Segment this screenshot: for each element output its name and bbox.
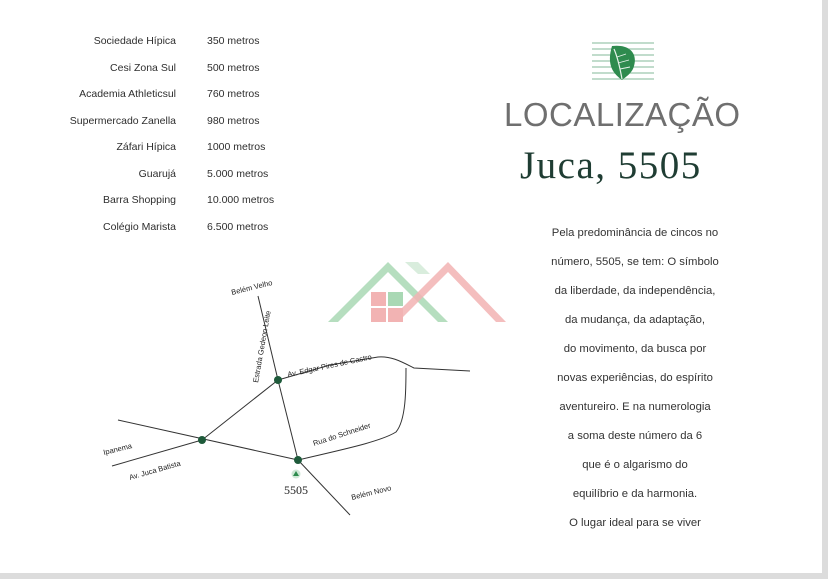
distance-row xyxy=(40,35,300,62)
street-label-belem-velho: Belém Velho xyxy=(230,278,274,297)
street-label-schneider: Rua do Schneider xyxy=(311,420,372,448)
distance-table xyxy=(40,35,300,247)
place-distance: 10.000 metros xyxy=(207,194,275,206)
map-node xyxy=(294,456,302,464)
place-distance: 350 metros xyxy=(207,35,260,47)
street-label-belem-novo: Belém Novo xyxy=(350,483,393,502)
road-juca-batista xyxy=(118,420,298,460)
street-label-edgar-pires: Av. Edgar Pires de Castro xyxy=(286,352,373,379)
place-distance: 760 metros xyxy=(207,88,260,100)
site-label: 5505 xyxy=(284,483,308,497)
description-line: O lugar ideal para se viver xyxy=(569,517,701,529)
description-line: que é o algarismo do xyxy=(582,459,688,471)
place-name: Supermercado Zanella xyxy=(69,114,176,127)
distance-row xyxy=(40,115,300,142)
map-node xyxy=(198,436,206,444)
description-line: da liberdade, da independência, xyxy=(554,285,716,297)
street-label-juca-batista: Av. Juca Batista xyxy=(128,458,182,482)
place-name: Záfari Hípica xyxy=(116,141,176,153)
road-gedeon-leite-south xyxy=(278,380,298,460)
street-label-ipanema: Ipanema xyxy=(102,441,133,457)
description-block xyxy=(520,227,750,546)
place-distance: 6.500 metros xyxy=(207,220,269,233)
place-name: Guarujá xyxy=(138,167,176,180)
description-line: aventureiro. E na numerologia xyxy=(559,401,711,413)
road-diagonal xyxy=(202,380,278,440)
street-label-gedeon-leite: Estrada Gedeon Leite xyxy=(251,309,273,384)
distance-row xyxy=(40,62,300,89)
address-title: Juca, 5505 xyxy=(520,144,702,187)
house-illustration xyxy=(328,262,506,322)
section-title: LOCALIZAÇÃO xyxy=(504,96,741,133)
description-line: do movimento, da busca por xyxy=(563,343,707,355)
place-distance: 5.000 metros xyxy=(207,167,269,180)
place-name: Sociedade Hípica xyxy=(93,35,176,47)
place-name: Academia Athleticsul xyxy=(79,88,176,100)
place-distance: 1000 metros xyxy=(207,141,266,153)
leaf-logo-icon xyxy=(590,40,656,82)
map-node xyxy=(274,376,282,384)
location-map xyxy=(0,250,520,579)
distance-row xyxy=(40,88,300,115)
description-line: equilíbrio e da harmonia. xyxy=(572,488,698,500)
distance-row xyxy=(40,194,300,221)
distance-row xyxy=(40,168,300,195)
description-line: número, 5505, se tem: O símbolo xyxy=(551,256,719,268)
place-name: Barra Shopping xyxy=(103,194,176,206)
description-line: a soma deste número da 6 xyxy=(567,430,703,442)
description-line: Pela predominância de cincos no xyxy=(551,227,719,239)
place-name: Cesi Zona Sul xyxy=(110,61,176,74)
place-name: Colégio Marista xyxy=(103,220,176,233)
description-line: da mudança, da adaptação, xyxy=(564,314,706,326)
place-distance: 980 metros xyxy=(207,114,260,127)
place-distance: 500 metros xyxy=(207,61,260,74)
distance-row xyxy=(40,141,300,168)
description-line: novas experiências, do espírito xyxy=(557,372,713,384)
distance-row xyxy=(40,221,300,248)
